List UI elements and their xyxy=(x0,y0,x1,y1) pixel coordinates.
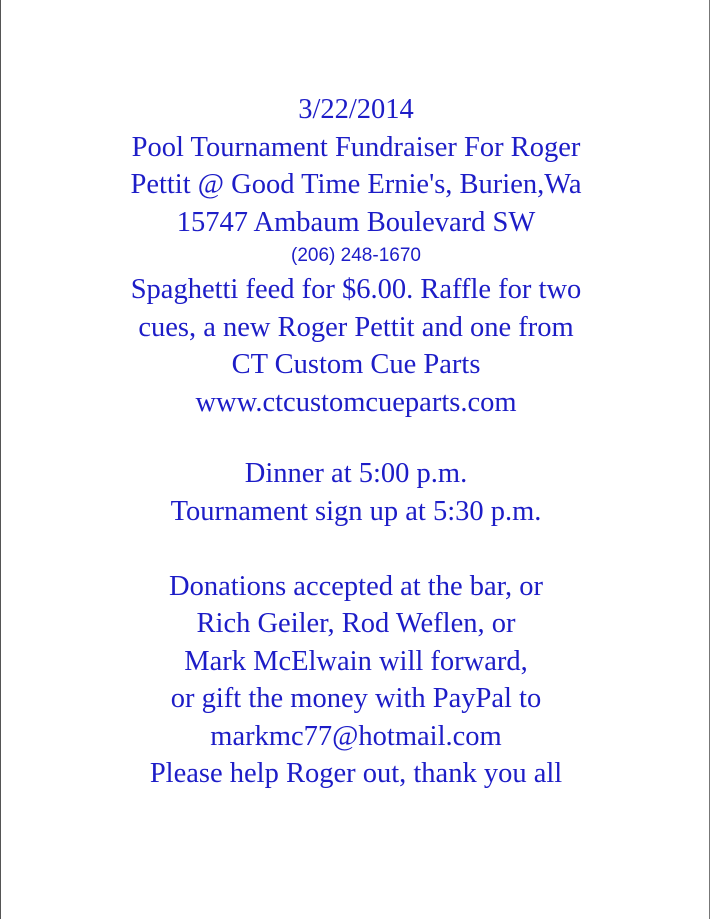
donations-line-1: Donations accepted at the bar, or xyxy=(169,570,543,602)
raffle-line-3: CT Custom Cue Parts xyxy=(231,349,481,380)
signup-time: Tournament sign up at 5:30 p.m. xyxy=(170,495,542,527)
raffle-line-1: Spaghetti feed for $6.00. Raffle for two xyxy=(130,274,582,305)
spacer xyxy=(1,530,710,568)
closing-line: Please help Roger out, thank you all xyxy=(149,758,563,789)
donations-line-4: or gift the money with PayPal to xyxy=(170,683,542,714)
raffle-line-2: cues, a new Roger Pettit and one from xyxy=(138,311,574,343)
venue-address: 15747 Ambaum Boulevard SW xyxy=(176,206,536,238)
donations-line-2: Rich Geiler, Rod Weflen, or xyxy=(196,608,516,639)
spacer xyxy=(1,421,710,455)
event-title-line-1: Pool Tournament Fundraiser For Roger xyxy=(131,131,581,163)
event-date: 3/22/2014 xyxy=(298,94,414,125)
donations-line-3: Mark McElwain will forward, xyxy=(184,645,528,677)
paypal-email: markmc77@hotmail.com xyxy=(210,720,502,752)
venue-phone: (206) 248-1670 xyxy=(291,245,421,266)
event-title-line-2: Pettit @ Good Time Ernie's, Burien,Wa xyxy=(130,169,582,200)
flyer-content xyxy=(1,91,710,793)
website-text: www.ctcustomcueparts.com xyxy=(195,386,517,418)
dinner-time: Dinner at 5:00 p.m. xyxy=(244,458,468,489)
